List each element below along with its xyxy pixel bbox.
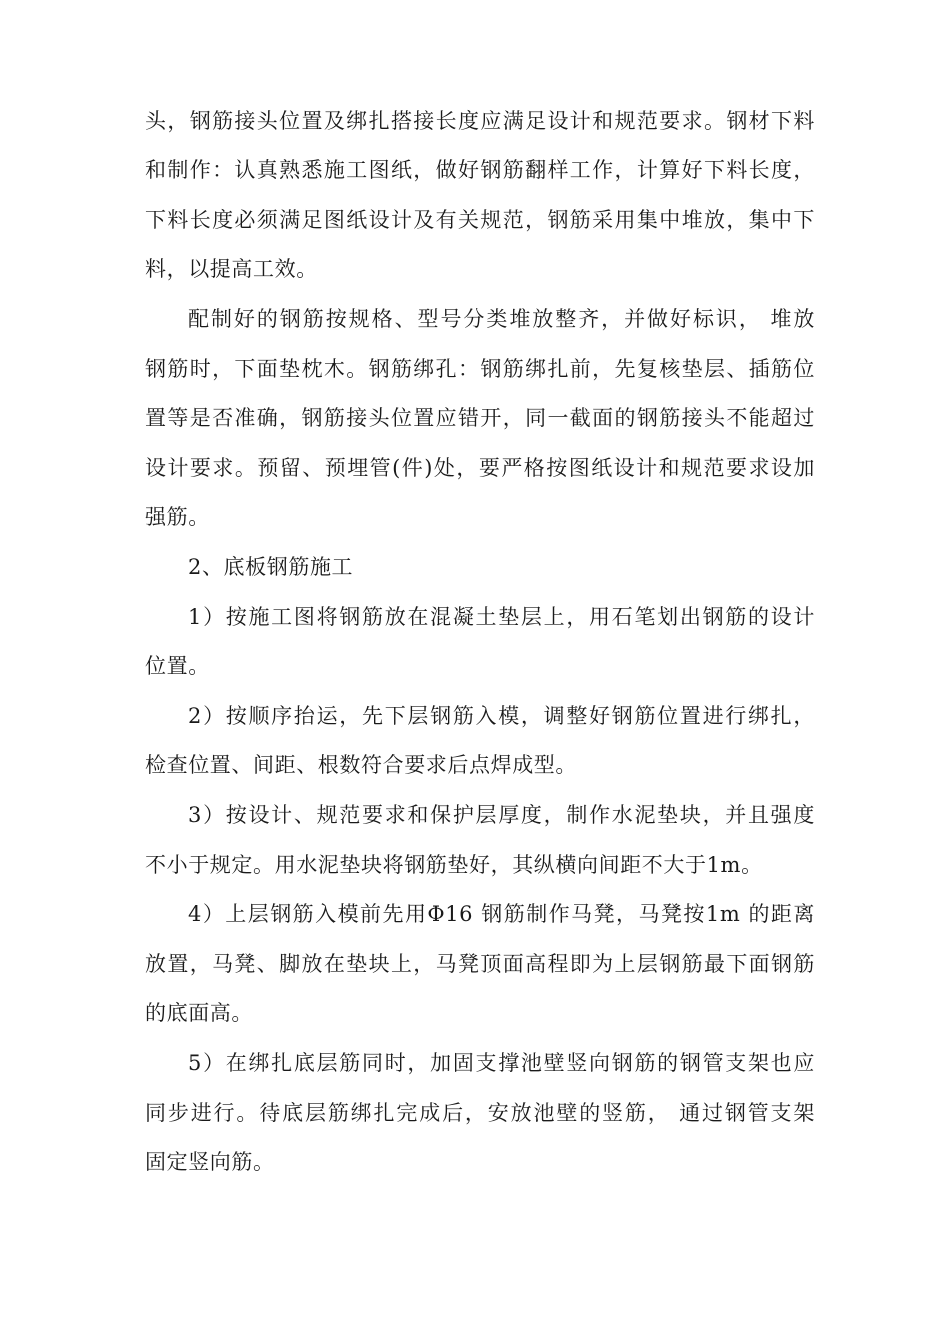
text-line: 的底面高。 xyxy=(145,1001,253,1025)
paragraph-start-line: 5）在绑扎底层筋同时，加固支撑池壁竖向钢筋的钢管支架也应 xyxy=(188,1051,815,1075)
text-line: 头，钢筋接头位置及绑扎搭接长度应满足设计和规范要求。钢材下料 xyxy=(145,109,815,133)
text-line: 钢筋时，下面垫枕木。钢筋绑孔：钢筋绑扎前，先复核垫层、插筋位 xyxy=(145,357,815,381)
paragraph-start-line: 2）按顺序抬运，先下层钢筋入模，调整好钢筋位置进行绑扎， xyxy=(188,704,815,728)
paragraph-start-line: 1）按施工图将钢筋放在混凝土垫层上，用石笔划出钢筋的设计 xyxy=(188,605,815,629)
text-line: 和制作：认真熟悉施工图纸，做好钢筋翻样工作，计算好下料长度， xyxy=(145,158,815,182)
text-line: 料，以提高工效。 xyxy=(145,257,318,281)
text-line: 不小于规定。用水泥垫块将钢筋垫好，其纵横向间距不大于1m。 xyxy=(145,853,763,877)
text-line: 检查位置、间距、根数符合要求后点焊成型。 xyxy=(145,753,577,777)
text-line: 下料长度必须满足图纸设计及有关规范，钢筋采用集中堆放，集中下 xyxy=(145,208,815,232)
paragraph-start-line: 4）上层钢筋入模前先用Φ16 钢筋制作马凳，马凳按1m 的距离 xyxy=(188,902,815,926)
paragraph-start-line: 配制好的钢筋按规格、型号分类堆放整齐，并做好标识， 堆放 xyxy=(188,307,815,331)
text-line: 位置。 xyxy=(145,654,210,678)
text-line: 强筋。 xyxy=(145,505,210,529)
text-line: 设计要求。预留、预埋管(件)处，要严格按图纸设计和规范要求设加 xyxy=(145,456,815,480)
section-heading: 2、底板钢筋施工 xyxy=(188,555,354,579)
text-line: 固定竖向筋。 xyxy=(145,1150,275,1174)
paragraph-start-line: 3）按设计、规范要求和保护层厚度，制作水泥垫块，并且强度 xyxy=(188,803,815,827)
text-line: 置等是否准确，钢筋接头位置应错开，同一截面的钢筋接头不能超过 xyxy=(145,406,815,430)
text-line: 放置，马凳、脚放在垫块上，马凳顶面高程即为上层钢筋最下面钢筋 xyxy=(145,952,815,976)
text-line: 同步进行。待底层筋绑扎完成后，安放池壁的竖筋， 通过钢管支架 xyxy=(145,1101,815,1125)
